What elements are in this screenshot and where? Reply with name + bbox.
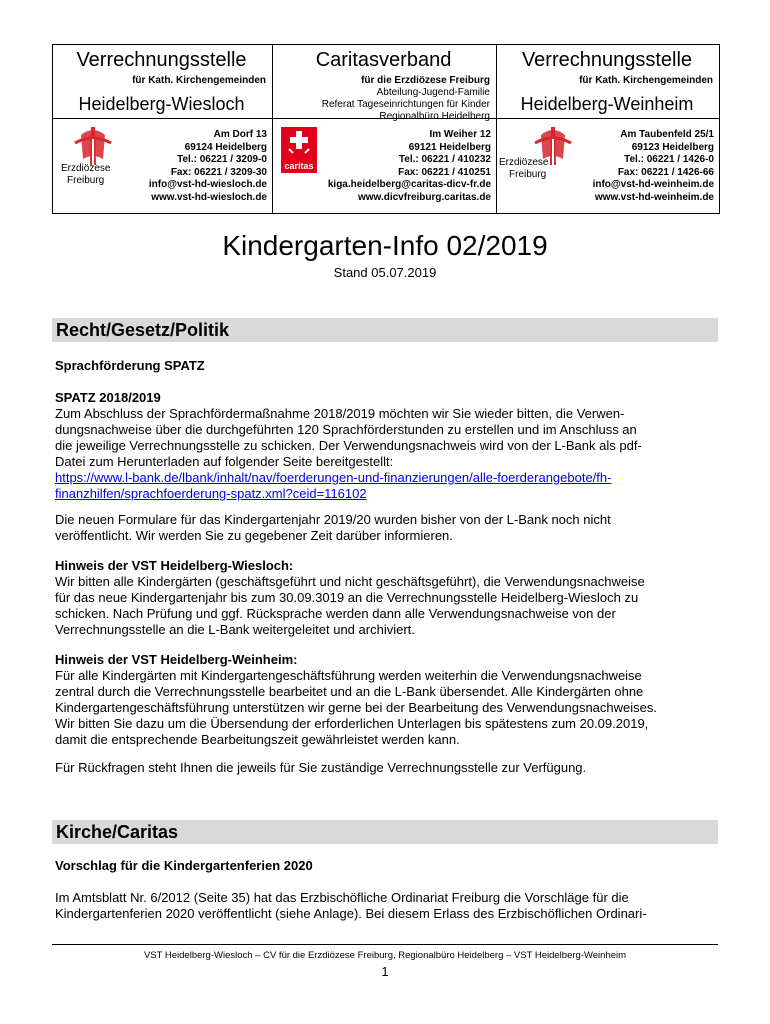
section-heading-recht: Recht/Gesetz/Politik xyxy=(52,318,718,342)
center-address-city: 69121 Heidelberg xyxy=(408,141,491,153)
letterhead xyxy=(52,44,720,214)
right-address-web[interactable]: www.vst-hd-weinheim.de xyxy=(594,191,714,203)
spatz-paragraph xyxy=(55,406,715,502)
center-org-sub: für die Erzdiözese Freiburg xyxy=(361,75,490,86)
right-org-name: Verrechnungsstelle xyxy=(521,49,693,71)
center-address xyxy=(328,129,491,204)
caritas-logo-icon xyxy=(281,127,317,178)
center-org-name: Caritasverband xyxy=(315,49,452,71)
right-address-city: 69123 Heidelberg xyxy=(631,141,714,153)
text-line: Datei zum Herunterladen auf folgender Seite bereitgestellt: xyxy=(55,454,394,469)
center-address-email[interactable]: kiga.heidelberg@caritas-dicv-fr.de xyxy=(327,179,491,190)
text-line: Wir bitten Sie dazu um die Übersendung der erforderlichen Unterlagen bis spätestens zum 20.09.2019, xyxy=(55,716,649,731)
left-address xyxy=(149,129,267,204)
left-logo-text-2: Freiburg xyxy=(67,175,105,186)
right-address xyxy=(593,129,714,204)
right-logo-text-2: Freiburg xyxy=(509,169,547,180)
text-line: Kindergartenferien 2020 veröffentlicht (siehe Anlage). Bei diesem Erlass des Erzbischöflichen Ordinari- xyxy=(55,906,647,921)
text-line: dungsnachweise über die durchgeführten 120 Sprachförderstunden zu erstellen und im Anschluss an xyxy=(55,422,637,437)
left-org-sub: für Kath. Kirchengemeinden xyxy=(132,75,266,86)
hinweis-wiesloch-paragraph xyxy=(55,574,715,638)
text-line: veröffentlicht. Wir werden Sie zu gegebener Zeit darüber informieren. xyxy=(55,528,453,543)
section-heading-kirche: Kirche/Caritas xyxy=(52,820,718,844)
lbank-link[interactable]: https://www.l-bank.de/lbank/inhalt/nav/foerderungen-und-finanzierungen/alle-foerderangebote/fh- xyxy=(55,470,612,485)
right-address-email[interactable]: info@vst-hd-weinheim.de xyxy=(592,179,714,190)
text-line: damit die entsprechende Bearbeitungszeit gewährleistet werden kann. xyxy=(55,732,460,747)
left-address-tel: Tel.: 06221 / 3209-0 xyxy=(177,154,267,165)
text-line: zentral durch die Verrechnungsstelle bearbeitet und an die L-Bank übersendet. Alle Kindergärten ohne xyxy=(55,684,644,699)
footer-divider xyxy=(52,944,718,945)
formulare-paragraph xyxy=(55,512,715,544)
text-line: Wir bitten alle Kindergärten (geschäftsgeführt und nicht geschäftsgeführt), die Verwendungsnachweise xyxy=(55,574,645,589)
center-address-street: Im Weiher 12 xyxy=(429,129,491,140)
left-address-web[interactable]: www.vst-hd-wiesloch.de xyxy=(151,191,267,203)
lbank-link-cont[interactable]: finanzhilfen/sprachfoerderung-spatz.xml?ceid=116102 xyxy=(55,486,367,501)
page-date: Stand 05.07.2019 xyxy=(333,265,437,280)
hinweis-weinheim-paragraph xyxy=(55,668,715,748)
spatz-title: SPATZ 2018/2019 xyxy=(55,390,161,405)
text-line: für das neue Kindergartenjahr bis zum 30.09.3019 an die Verrechnungsstelle Heidelberg-Wiesloch zu xyxy=(55,590,639,605)
left-address-city: 69124 Heidelberg xyxy=(184,141,267,153)
letterhead-left xyxy=(53,45,273,213)
letterhead-center xyxy=(273,45,497,213)
footer-text: VST Heidelberg-Wiesloch – CV für die Erzdiözese Freiburg, Regionalbüro Heidelberg – VST Heidelberg-Weinheim xyxy=(143,950,627,961)
left-logo-text-1: Erzdiözese xyxy=(61,163,111,174)
right-address-tel: Tel.: 06221 / 1426-0 xyxy=(624,154,714,165)
subheading-sprachfoerderung: Sprachförderung SPATZ xyxy=(55,358,205,373)
center-address-fax: Fax: 06221 / 410251 xyxy=(398,166,491,178)
left-org-city: Heidelberg-Wiesloch xyxy=(78,94,245,114)
closing-sentence: Für Rückfragen steht Ihnen die jeweils für Sie zuständige Verrechnungsstelle zur Verfügung. xyxy=(55,760,587,775)
text-line: Kindergartengeschäftsführung unterstützen wir gerne bei der Bearbeitung des Verwendungsnachweises. xyxy=(55,700,657,715)
text-line: Für alle Kindergärten mit Kindergartengeschäftsführung werden weiterhin die Verwendungsnachweise xyxy=(55,668,642,683)
center-address-web[interactable]: www.dicvfreiburg.caritas.de xyxy=(357,191,491,203)
text-line: Verrechnungsstelle an die L-Bank weitergeleitet und archiviert. xyxy=(55,622,415,637)
left-address-street: Am Dorf 13 xyxy=(213,129,267,140)
left-address-fax: Fax: 06221 / 3209-30 xyxy=(170,166,267,178)
subheading-kindergartenferien: Vorschlag für die Kindergartenferien 2020 xyxy=(55,858,313,873)
hinweis-wiesloch-title: Hinweis der VST Heidelberg-Wiesloch: xyxy=(55,558,294,573)
text-line: Die neuen Formulare für das Kindergartenjahr 2019/20 wurden bisher von der L-Bank noch nicht xyxy=(55,512,611,527)
text-line: die jeweilige Verrechnungsstelle zu schicken. Der Verwendungsnachweis wird von der L-Bank als pdf- xyxy=(55,438,642,453)
right-org-sub: für Kath. Kirchengemeinden xyxy=(579,75,713,86)
center-address-tel: Tel.: 06221 / 410232 xyxy=(398,154,491,165)
center-org-line-2: Referat Tageseinrichtungen für Kinder xyxy=(321,99,490,110)
hinweis-weinheim-title: Hinweis der VST Heidelberg-Weinheim: xyxy=(55,652,298,667)
left-org-name: Verrechnungsstelle xyxy=(76,49,247,71)
page-title: Kindergarten-Info 02/2019 xyxy=(222,230,548,261)
text-line: Im Amtsblatt Nr. 6/2012 (Seite 35) hat das Erzbischöfliche Ordinariat Freiburg die Vorschläge für die xyxy=(55,890,629,905)
center-org-line-3: Regionalbüro Heidelberg xyxy=(379,111,490,122)
right-address-fax: Fax: 06221 / 1426-66 xyxy=(617,166,714,178)
page-number: 1 xyxy=(381,964,389,979)
center-org-line-1: Abteilung-Jugend-Familie xyxy=(376,87,490,98)
letterhead-right xyxy=(497,45,719,213)
right-logo-text-1: Erzdiözese xyxy=(499,157,549,168)
text-line: schicken. Nach Prüfung und ggf. Rücksprache werden dann alle Verwendungsnachweise von der xyxy=(55,606,616,621)
right-address-street: Am Taubenfeld 25/1 xyxy=(620,129,714,140)
caritas-logo-text: caritas xyxy=(284,161,314,171)
right-org-city: Heidelberg-Weinheim xyxy=(520,94,694,114)
left-address-email[interactable]: info@vst-hd-wiesloch.de xyxy=(148,179,267,190)
ferien-paragraph xyxy=(55,890,715,922)
text-line: Zum Abschluss der Sprachfördermaßnahme 2018/2019 möchten wir Sie wieder bitten, die Verwen- xyxy=(55,406,625,421)
